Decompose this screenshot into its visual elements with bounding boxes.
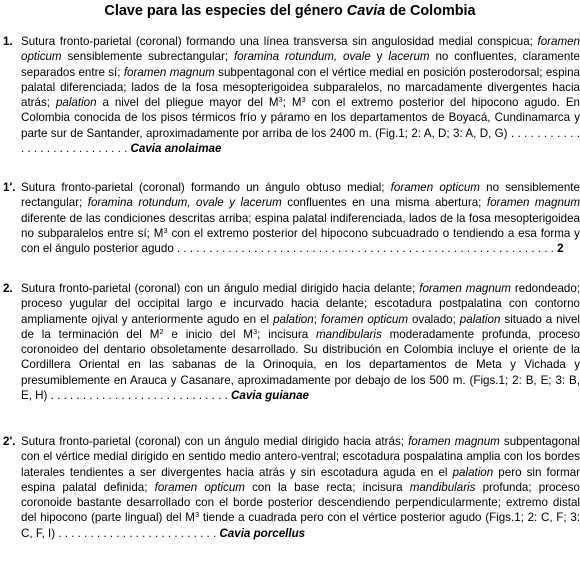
text-run: situado a nivel de la terminación del M [21, 312, 580, 341]
text-run: pero sin formar espina palatal definida; [21, 465, 580, 494]
text-run: redondeado; proceso yugular del occipital largo e incurvado hacia delante; escotadura postpalatina con contorno ampliamente ojival y anteriormente agudo en el [21, 282, 580, 326]
italic-term: palation [55, 96, 97, 110]
page-title [0, 2, 580, 20]
text-run: e inicio del M [163, 327, 253, 341]
key-entry-1-prime [3, 180, 580, 256]
text-run: ovalado; [408, 312, 460, 326]
italic-term: foramina rotundum, ovale y lacerum [87, 196, 282, 210]
text-run: no sensiblemente rectangular; [21, 181, 580, 210]
key-entry-1 [3, 34, 580, 156]
italic-term: foramen opticum [320, 312, 409, 326]
title-suffix: de Colombia [385, 3, 476, 19]
italic-term: foramen magnum [408, 435, 500, 448]
species-name: 2 [557, 242, 564, 256]
italic-term: mandibularis [316, 327, 382, 341]
superscript: 3 [194, 510, 200, 520]
italic-term: palation [273, 312, 314, 326]
entry-text [21, 34, 580, 156]
italic-term: foramen opticum [154, 480, 245, 494]
text-run: ; incisura [257, 327, 317, 341]
text-run: con la base recta; incisura [244, 480, 410, 494]
italic-term: foramen magnum [123, 65, 215, 79]
text-run: Sutura fronto-parietal (coronal) formando una línea transversa sin angulosidad medial conspicua; [21, 35, 538, 48]
text-run: ; [313, 312, 321, 326]
text-run: ; M [282, 96, 302, 110]
text-run: moderadamente profunda, proceso coronoideo del dentario obsoletamente desarrollado. Su distribución en Colombia incluye el oriente de la Cordillera Oriental en las sabanas de la Orinoquia, en los departamentos de Meta y Vichada y presumiblemente en Arauca y Casanare, aproximadamente por debajo de los 500 m. (Figs.1; 2: B, E; 3: B, E, H) . . . . . . . . . . . . . . . . . . . . . . . . . . . . [21, 327, 580, 403]
text-run: a nivel del pliegue mayor del M [96, 96, 279, 110]
text-run: Sutura fronto-parietal (coronal) con un ángulo medial dirigido hacia atrás; [21, 435, 409, 448]
superscript: 3 [301, 95, 306, 105]
text-run: subpentagonal con el vértice medial en posición posterodorsal; espina palatal diferenciada; lados de la fosa mesopterigoidea subparalelos, no marcadamente divergentes hacia atrás; [21, 65, 580, 110]
superscript: 3 [278, 95, 283, 105]
species-name: Cavia guianae [231, 389, 309, 403]
entry-number: 2. [3, 282, 13, 295]
entry-text [21, 434, 580, 541]
entry-text [21, 180, 580, 256]
text-run: Sutura fronto-parietal (coronal) formando un ángulo obtuso medial; [21, 181, 391, 194]
text-run: con el extremo posterior del hipocono agudo. En Colombia conocida de los pisos térmicos frío y páramo en los departamentos de Boyacá, Cundinamarca y parte sur de Santander, aproximadamente por arriba de los 2400 m. (Fig.1; 2: A, D; 3: A, D, G) . . . . . . . . . . . . . . . . . . . . . . . . . . . . [21, 96, 580, 156]
superscript: 3 [252, 326, 258, 336]
key-entry-2 [3, 281, 580, 403]
italic-term: palation [452, 465, 494, 479]
superscript: 3 [163, 225, 168, 235]
text-run: no confluentes, claramente separados entre sí; [21, 50, 580, 79]
italic-term: foramen magnum [419, 282, 511, 295]
superscript: 2 [159, 326, 164, 336]
italic-term: palation [459, 312, 501, 326]
text-run: Sutura fronto-parietal (coronal) con un ángulo medial dirigido hacia delante; [21, 282, 420, 295]
entry-number: 1'. [3, 181, 16, 194]
text-run: sensiblemente subrectangular; [61, 50, 234, 64]
text-run: tiende a cuadrada pero con el vértice posterior agudo (Figs.1; 2: C, F; 3: C, F, I) . . . . . . . . . . . . . . . . . . . . . . . . . [21, 511, 580, 540]
text-run: diferente de las condiciones descritas arriba; espina palatal indiferenciada, lados de la fosa mesopterigoidea no subparalelos entre sí; M [21, 211, 580, 240]
title-prefix: Clave para las especies del género [104, 3, 347, 19]
text-run: profunda; proceso coronoide bastante desarrollado con el borde posterior descendiendo perpendicularmente; extremo distal del hipocono (parte lingual) del M [21, 480, 580, 525]
text-run: confluentes en una misma abertura; [281, 196, 487, 210]
italic-term: foramen opticum [390, 181, 480, 194]
entry-number: 2'. [3, 435, 16, 448]
entry-text [21, 281, 580, 403]
text-run: y [370, 50, 389, 64]
italic-term: lacerum [388, 50, 430, 64]
italic-term: foramen opticum [21, 35, 580, 64]
entry-number: 1. [3, 35, 13, 48]
title-genus: Cavia [346, 3, 386, 19]
italic-term: mandibularis [409, 480, 476, 494]
text-run: con el extremo posterior del hipocono subcuadrado o tendiendo a esa forma y con el ángulo posterior agudo . . . . . . . . . . . . . . . . . . . . . . . . . . . . . . . . . . . . . . . . . . . . . . . . . . . . . . . . . . . [21, 226, 580, 256]
key-entry-2-prime [3, 434, 580, 541]
text-run: subpentagonal con el vértice medial dirigido en sentido medio antero-ventral; escotadura pospalatina amplia con los bordes laterales tendientes a ser divergentes hacia atrás y sin escotadura aguda en el [21, 435, 580, 479]
italic-term: foramen magnum [486, 196, 580, 210]
species-name: Cavia porcellus [219, 526, 306, 540]
species-name: Cavia anolaimae [130, 142, 222, 156]
italic-term: foramina rotundum, ovale [233, 50, 371, 64]
